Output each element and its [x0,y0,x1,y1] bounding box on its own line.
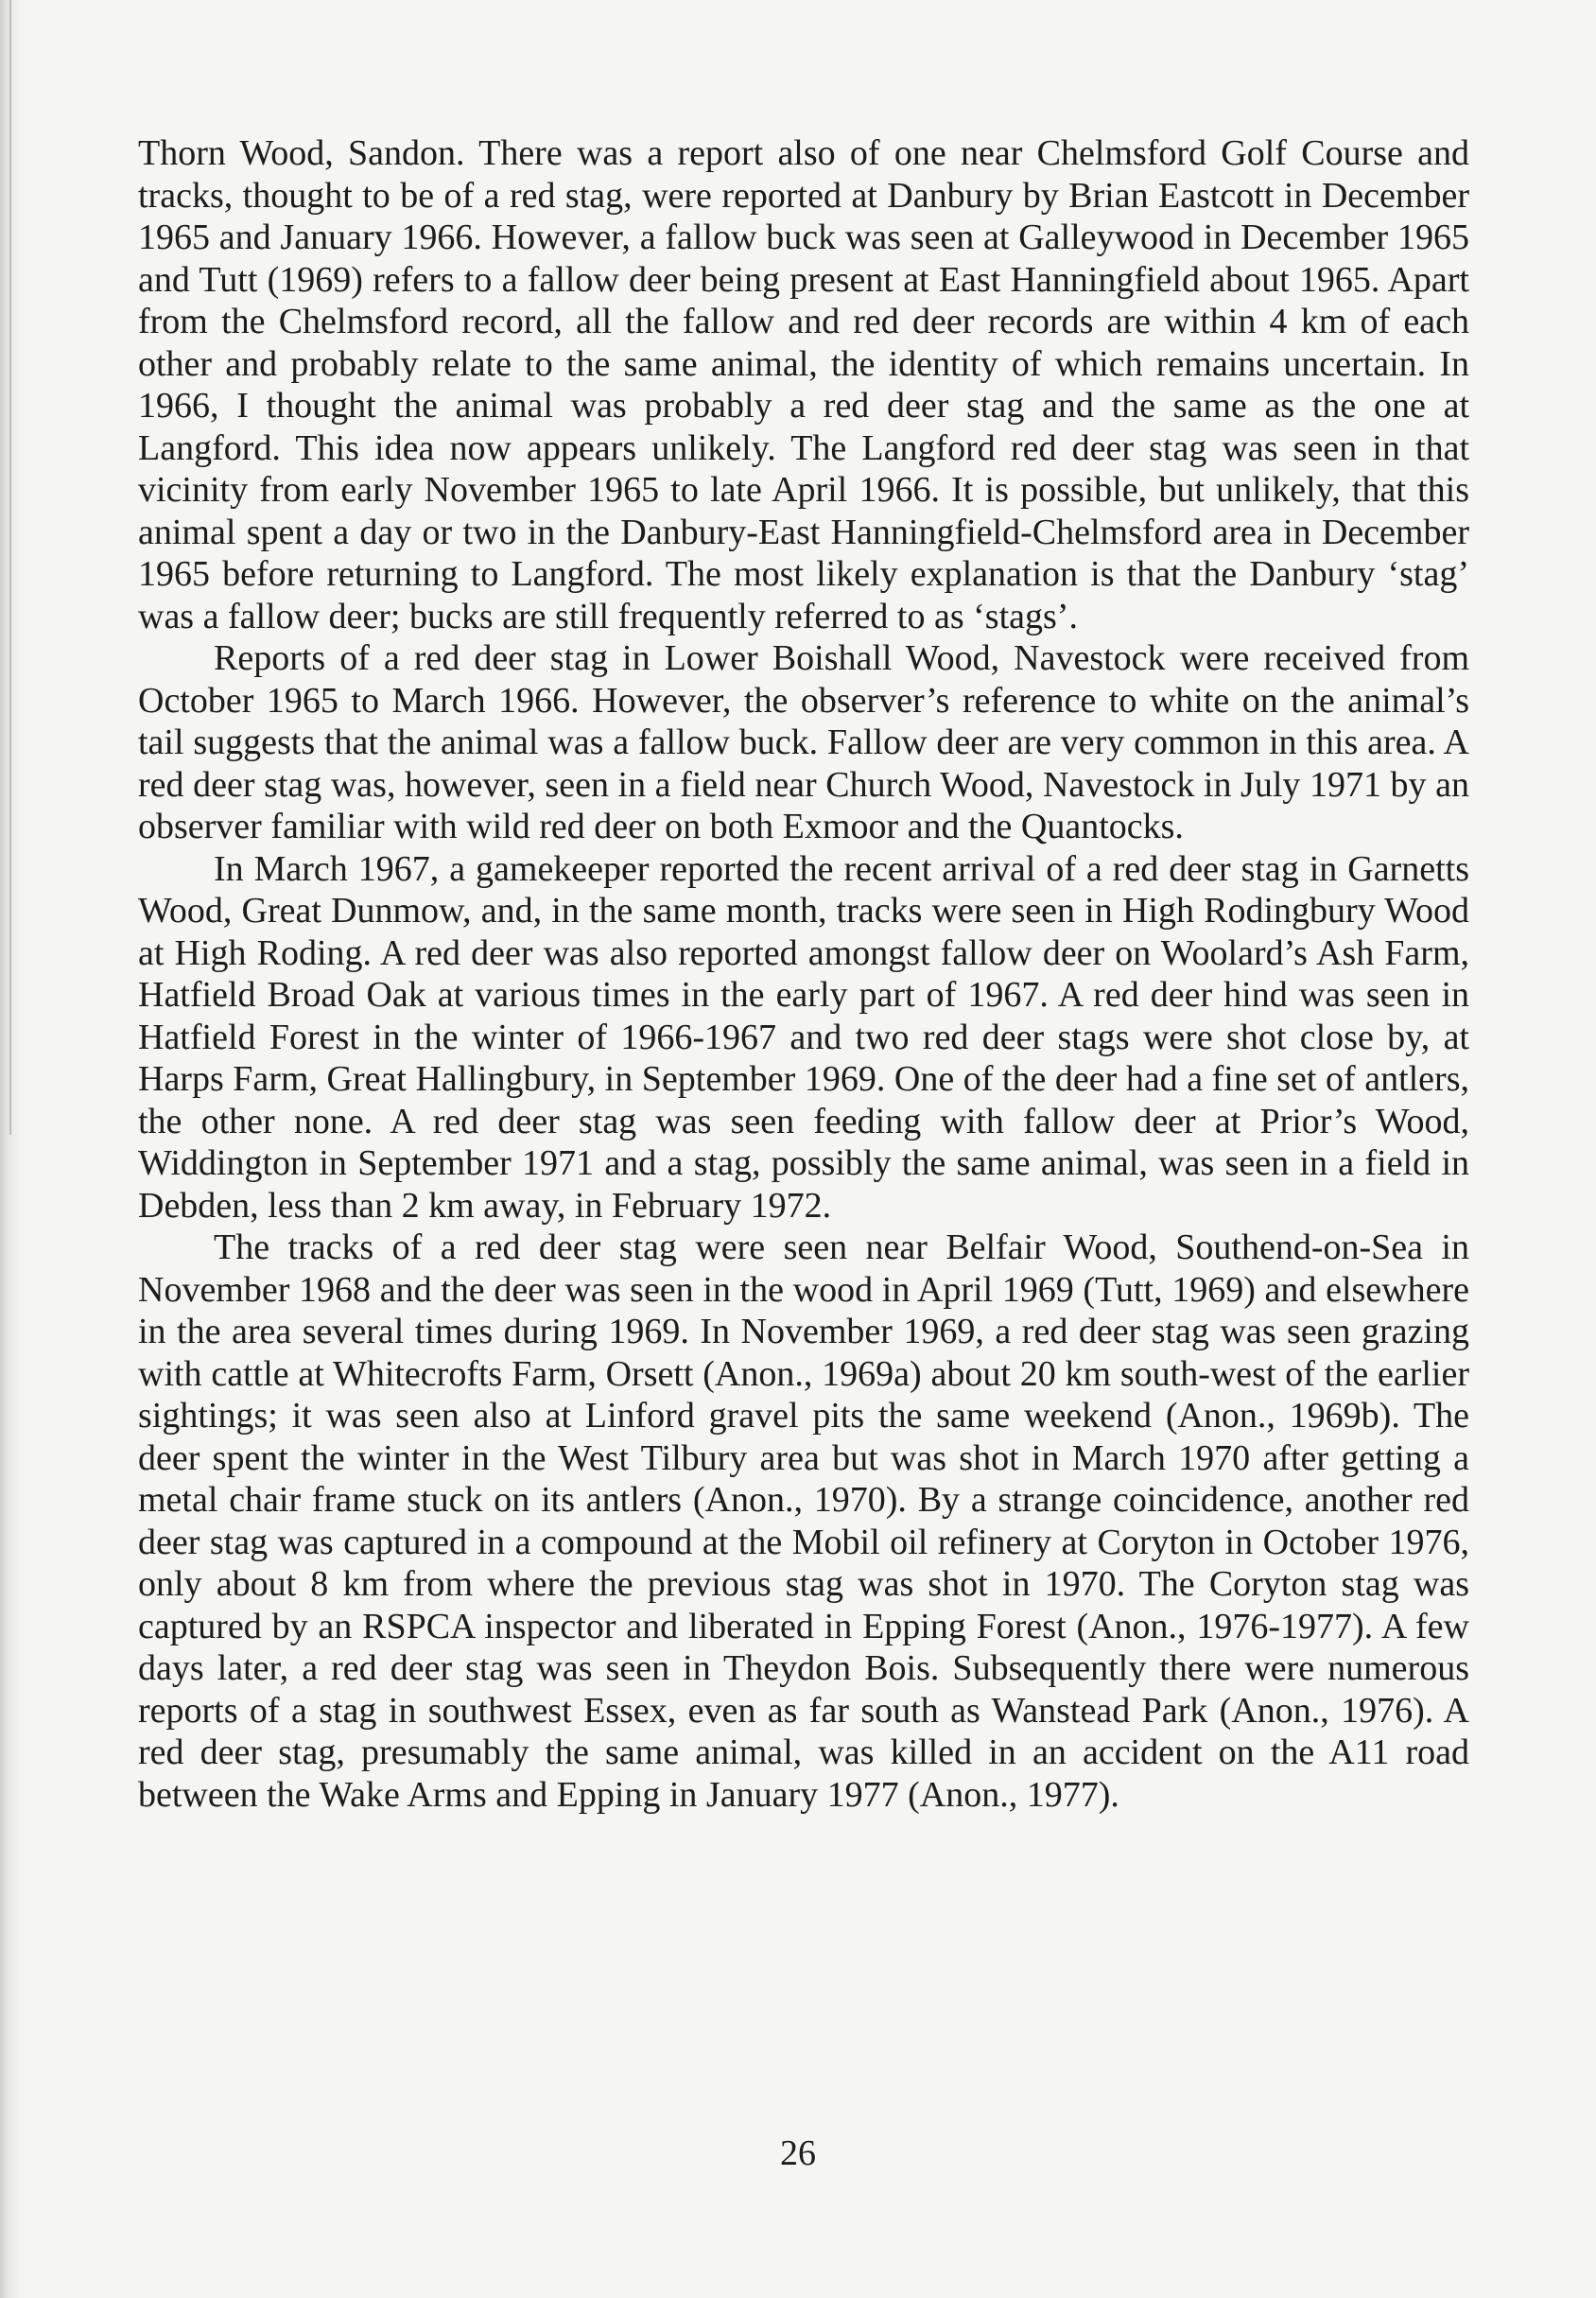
body-text [138,132,1469,1816]
paragraph-2: Reports of a red deer stag in Lower Boishall Wood, Navestock were received from October 1965 to March 1966. However, the observer’s reference to white on the animal’s tail suggests that the animal was a fallow buck. Fallow deer are very common in this area. A red deer stag was, however, seen in a field near Church Wood, Navestock in July 1971 by an observer familiar with wild red deer on both Exmoor and the Quantocks. [138,638,1469,846]
binding-edge-line [9,0,11,1135]
paragraph-4: The tracks of a red deer stag were seen near Belfair Wood, Southend-on-Sea in November 1968 and the deer was seen in the wood in April 1969 (Tutt, 1969) and elsewhere in the area several times during 1969. In November 1969, a red deer stag was seen grazing with cattle at Whitecrofts Farm, Orsett (Anon., 1969a) about 20 km south-west of the earlier sightings; it was seen also at Linford gravel pits the same weekend (Anon., 1969b). The deer spent the winter in the West Tilbury area but was shot in March 1970 after getting a metal chair frame stuck on its antlers (Anon., 1970). By a strange coincidence, another red deer stag was captured in a compound at the Mobil oil refinery at Coryton in October 1976, only about 8 km from where the previous stag was shot in 1970. The Coryton stag was captured by an RSPCA inspector and liberated in Epping Forest (Anon., 1976-1977). A few days later, a red deer stag was seen in Theydon Bois. Subsequently there were numerous reports of a stag in southwest Essex, even as far south as Wanstead Park (Anon., 1976). A red deer stag, presumably the same animal, was killed in an accident on the A11 road between the Wake Arms and Epping in January 1977 (Anon., 1977). [138,1227,1469,1815]
paragraph-1: Thorn Wood, Sandon. There was a report also of one near Chelmsford Golf Course and tracks, thought to be of a red stag, were reported at Danbury by Brian Eastcott in December 1965 and January 1966. However, a fallow buck was seen at Galleywood in December 1965 and Tutt (1969) refers to a fallow deer being present at East Hanningfield about 1965. Apart from the Chelmsford record, all the fallow and red deer records are within 4 km of each other and probably relate to the same animal, the identity of which remains uncertain. In 1966, I thought the animal was probably a red deer stag and the same as the one at Langford. This idea now appears unlikely. The Langford red deer stag was seen in that vicinity from early November 1965 to late April 1966. It is possible, but unlikely, that this animal spent a day or two in the Danbury-East Hanningfield-Chelmsford area in December 1965 before returning to Langford. The most likely explanation is that the Danbury ‘stag’ was a fallow deer; bucks are still frequently referred to as ‘stags’. [138,133,1469,636]
paragraph-3: In March 1967, a gamekeeper reported the recent arrival of a red deer stag in Garnetts Wood, Great Dunmow, and, in the same month, tracks were seen in High Rodingbury Wood at High Roding. A red deer was also reported amongst fallow deer on Woolard’s Ash Farm, Hatfield Broad Oak at various times in the early part of 1967. A red deer hind was seen in Hatfield Forest in the winter of 1966-1967 and two red deer stags were shot close by, at Harps Farm, Great Hallingbury, in September 1969. One of the deer had a fine set of antlers, the other none. A red deer stag was seen feeding with fallow deer at Prior’s Wood, Widdington in September 1971 and a stag, possibly the same animal, was seen in a field in Debden, less than 2 km away, in February 1972. [138,848,1469,1226]
page-number: 26 [780,2133,816,2173]
